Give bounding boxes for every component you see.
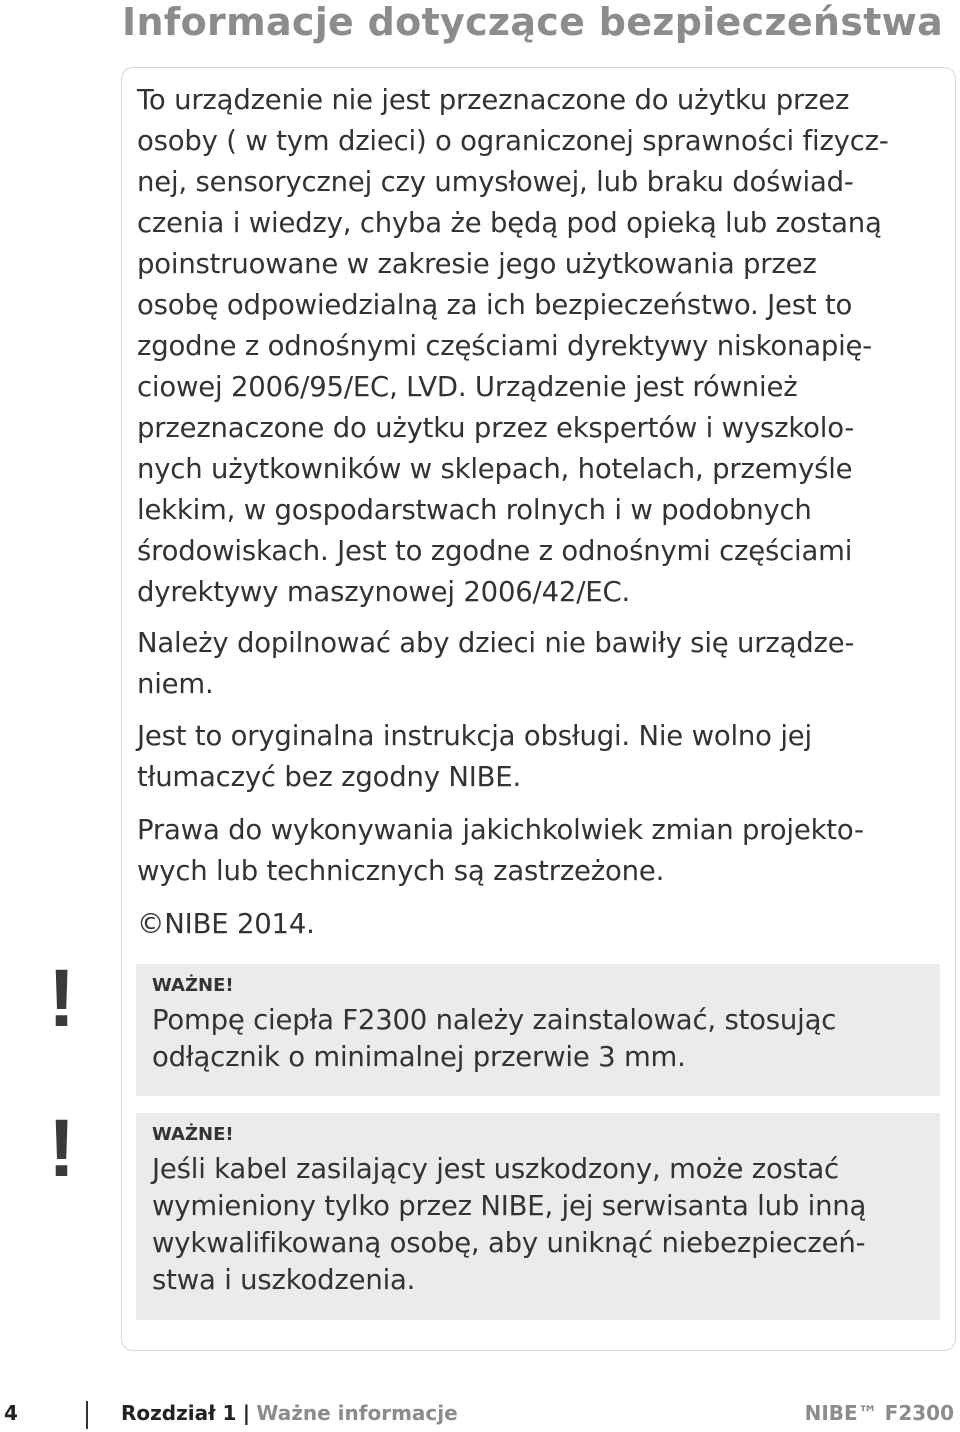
footer-chapter xyxy=(121,1401,458,1425)
text-line: przeznaczone do użytku przez ekspertów i wyszkolo- xyxy=(137,412,855,444)
page-footer xyxy=(0,1401,960,1429)
text-line: wymieniony tylko przez NIBE, jej serwisanta lub inną xyxy=(152,1190,867,1222)
text-line: Jeśli kabel zasilający jest uszkodzony, może zostać xyxy=(152,1153,839,1185)
warning-text xyxy=(152,1002,924,1076)
text-line: wykwalifikowaną osobę, aby uniknąć niebezpieczeń- xyxy=(152,1227,866,1259)
warning-text xyxy=(152,1151,924,1299)
chapter-label: Rozdział 1 xyxy=(121,1401,237,1425)
text-line: To urządzenie nie jest przeznaczone do użytku przez xyxy=(137,84,850,116)
text-line: środowiskach. Jest to zgodne z odnośnymi częściami xyxy=(137,535,853,567)
text-line: czenia i wiedzy, chyba że będą pod opieką lub zostaną xyxy=(137,207,882,239)
warning-note xyxy=(136,964,940,1096)
text-line: dyrektywy maszynowej 2006/42/EC. xyxy=(137,576,630,608)
original-instruction-paragraph xyxy=(137,716,812,798)
page-number: 4 xyxy=(4,1401,18,1425)
rights-paragraph xyxy=(137,810,864,892)
footer-divider xyxy=(86,1401,88,1429)
warning-note xyxy=(136,1113,940,1320)
text-line: lekkim, w gospodarstwach rolnych i w podobnych xyxy=(137,494,812,526)
text-line: Jest to oryginalna instrukcja obsługi. Nie wolno jej xyxy=(137,720,812,752)
text-line: ciowej 2006/95/EC, LVD. Urządzenie jest również xyxy=(137,371,798,403)
text-line: poinstruowane w zakresie jego użytkowania przez xyxy=(137,248,817,280)
text-line: stwa i uszkodzenia. xyxy=(152,1264,416,1296)
text-line: tłumaczyć bez zgodny NIBE. xyxy=(137,761,521,793)
exclamation-icon: ! xyxy=(48,953,76,1044)
copyright-text: ©NIBE 2014. xyxy=(137,908,315,940)
text-line: niem. xyxy=(137,668,214,700)
section-label: Ważne informacje xyxy=(256,1401,458,1425)
text-line: Pompę ciepła F2300 należy zainstalować, stosując xyxy=(152,1004,837,1036)
children-paragraph xyxy=(137,623,854,705)
chapter-separator: | xyxy=(242,1401,251,1425)
intro-paragraph xyxy=(137,80,889,613)
page-title: Informacje dotyczące bezpieczeństwa xyxy=(122,0,944,44)
text-line: nej, sensorycznej czy umysłowej, lub braku doświad- xyxy=(137,166,854,198)
text-line: osobę odpowiedzialną za ich bezpieczeństwo. Jest to xyxy=(137,289,853,321)
text-line: nych użytkowników w sklepach, hotelach, przemyśle xyxy=(137,453,853,485)
text-line: osoby ( w tym dzieci) o ograniczonej sprawności fizycz- xyxy=(137,125,889,157)
text-line: Prawa do wykonywania jakichkolwiek zmian projekto- xyxy=(137,814,864,846)
text-line: wych lub technicznych są zastrzeżone. xyxy=(137,855,665,887)
footer-brand: NIBE™ F2300 xyxy=(804,1401,954,1425)
text-line: zgodne z odnośnymi częściami dyrektywy niskonapię- xyxy=(137,330,872,362)
exclamation-icon: ! xyxy=(48,1103,76,1194)
warning-label: WAŻNE! xyxy=(152,1124,234,1145)
copyright xyxy=(137,904,315,945)
warning-label: WAŻNE! xyxy=(152,975,234,996)
text-line: odłącznik o minimalnej przerwie 3 mm. xyxy=(152,1041,686,1073)
text-line: Należy dopilnować aby dzieci nie bawiły się urządze- xyxy=(137,627,855,659)
